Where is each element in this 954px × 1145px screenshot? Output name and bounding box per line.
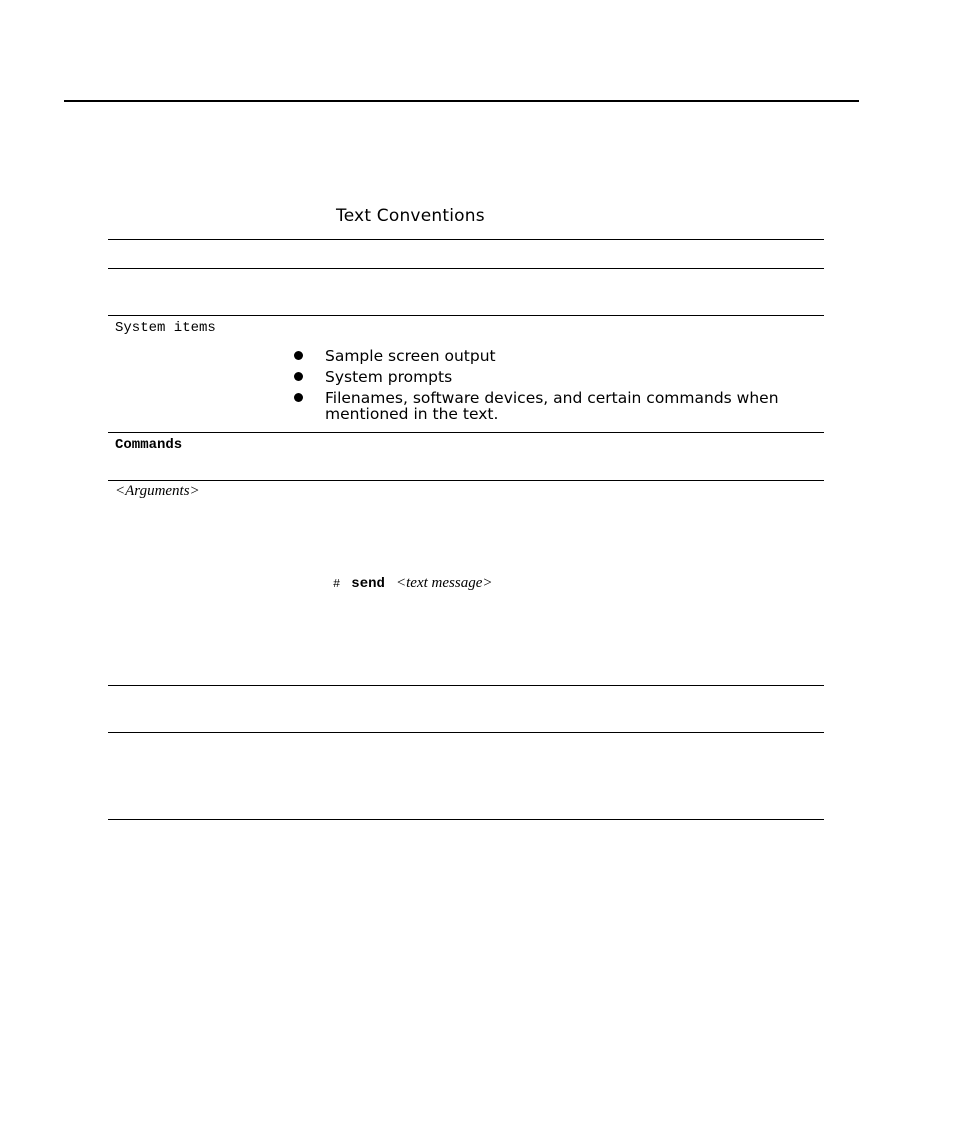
table-caption: Text Conventions bbox=[336, 206, 485, 226]
example-prompt: # bbox=[333, 577, 341, 591]
example-command: send bbox=[351, 576, 385, 592]
row-divider bbox=[108, 480, 824, 481]
convention-arguments-label: <Arguments> bbox=[115, 483, 200, 499]
bullet-text: Sample screen output bbox=[325, 347, 496, 365]
bullet-icon bbox=[294, 372, 303, 381]
list-item bbox=[292, 348, 822, 364]
convention-system-items-label: System items bbox=[115, 320, 216, 336]
row-divider bbox=[108, 732, 824, 733]
page-header-rule bbox=[64, 100, 859, 102]
convention-commands-label: Commands bbox=[115, 437, 183, 453]
system-items-bullet-list bbox=[292, 348, 822, 427]
bullet-text: Filenames, software devices, and certain commands when mentioned in the text. bbox=[325, 389, 779, 423]
bullet-icon bbox=[294, 351, 303, 360]
table-bottom-rule bbox=[108, 819, 824, 820]
list-item bbox=[292, 390, 822, 422]
table-header-rule bbox=[108, 268, 824, 269]
table-top-rule bbox=[108, 239, 824, 240]
row-divider bbox=[108, 685, 824, 686]
command-example bbox=[333, 572, 492, 592]
bullet-icon bbox=[294, 393, 303, 402]
bullet-text: System prompts bbox=[325, 368, 453, 386]
row-divider bbox=[108, 315, 824, 316]
example-argument: <text message> bbox=[396, 575, 493, 591]
list-item bbox=[292, 369, 822, 385]
row-divider bbox=[108, 432, 824, 433]
